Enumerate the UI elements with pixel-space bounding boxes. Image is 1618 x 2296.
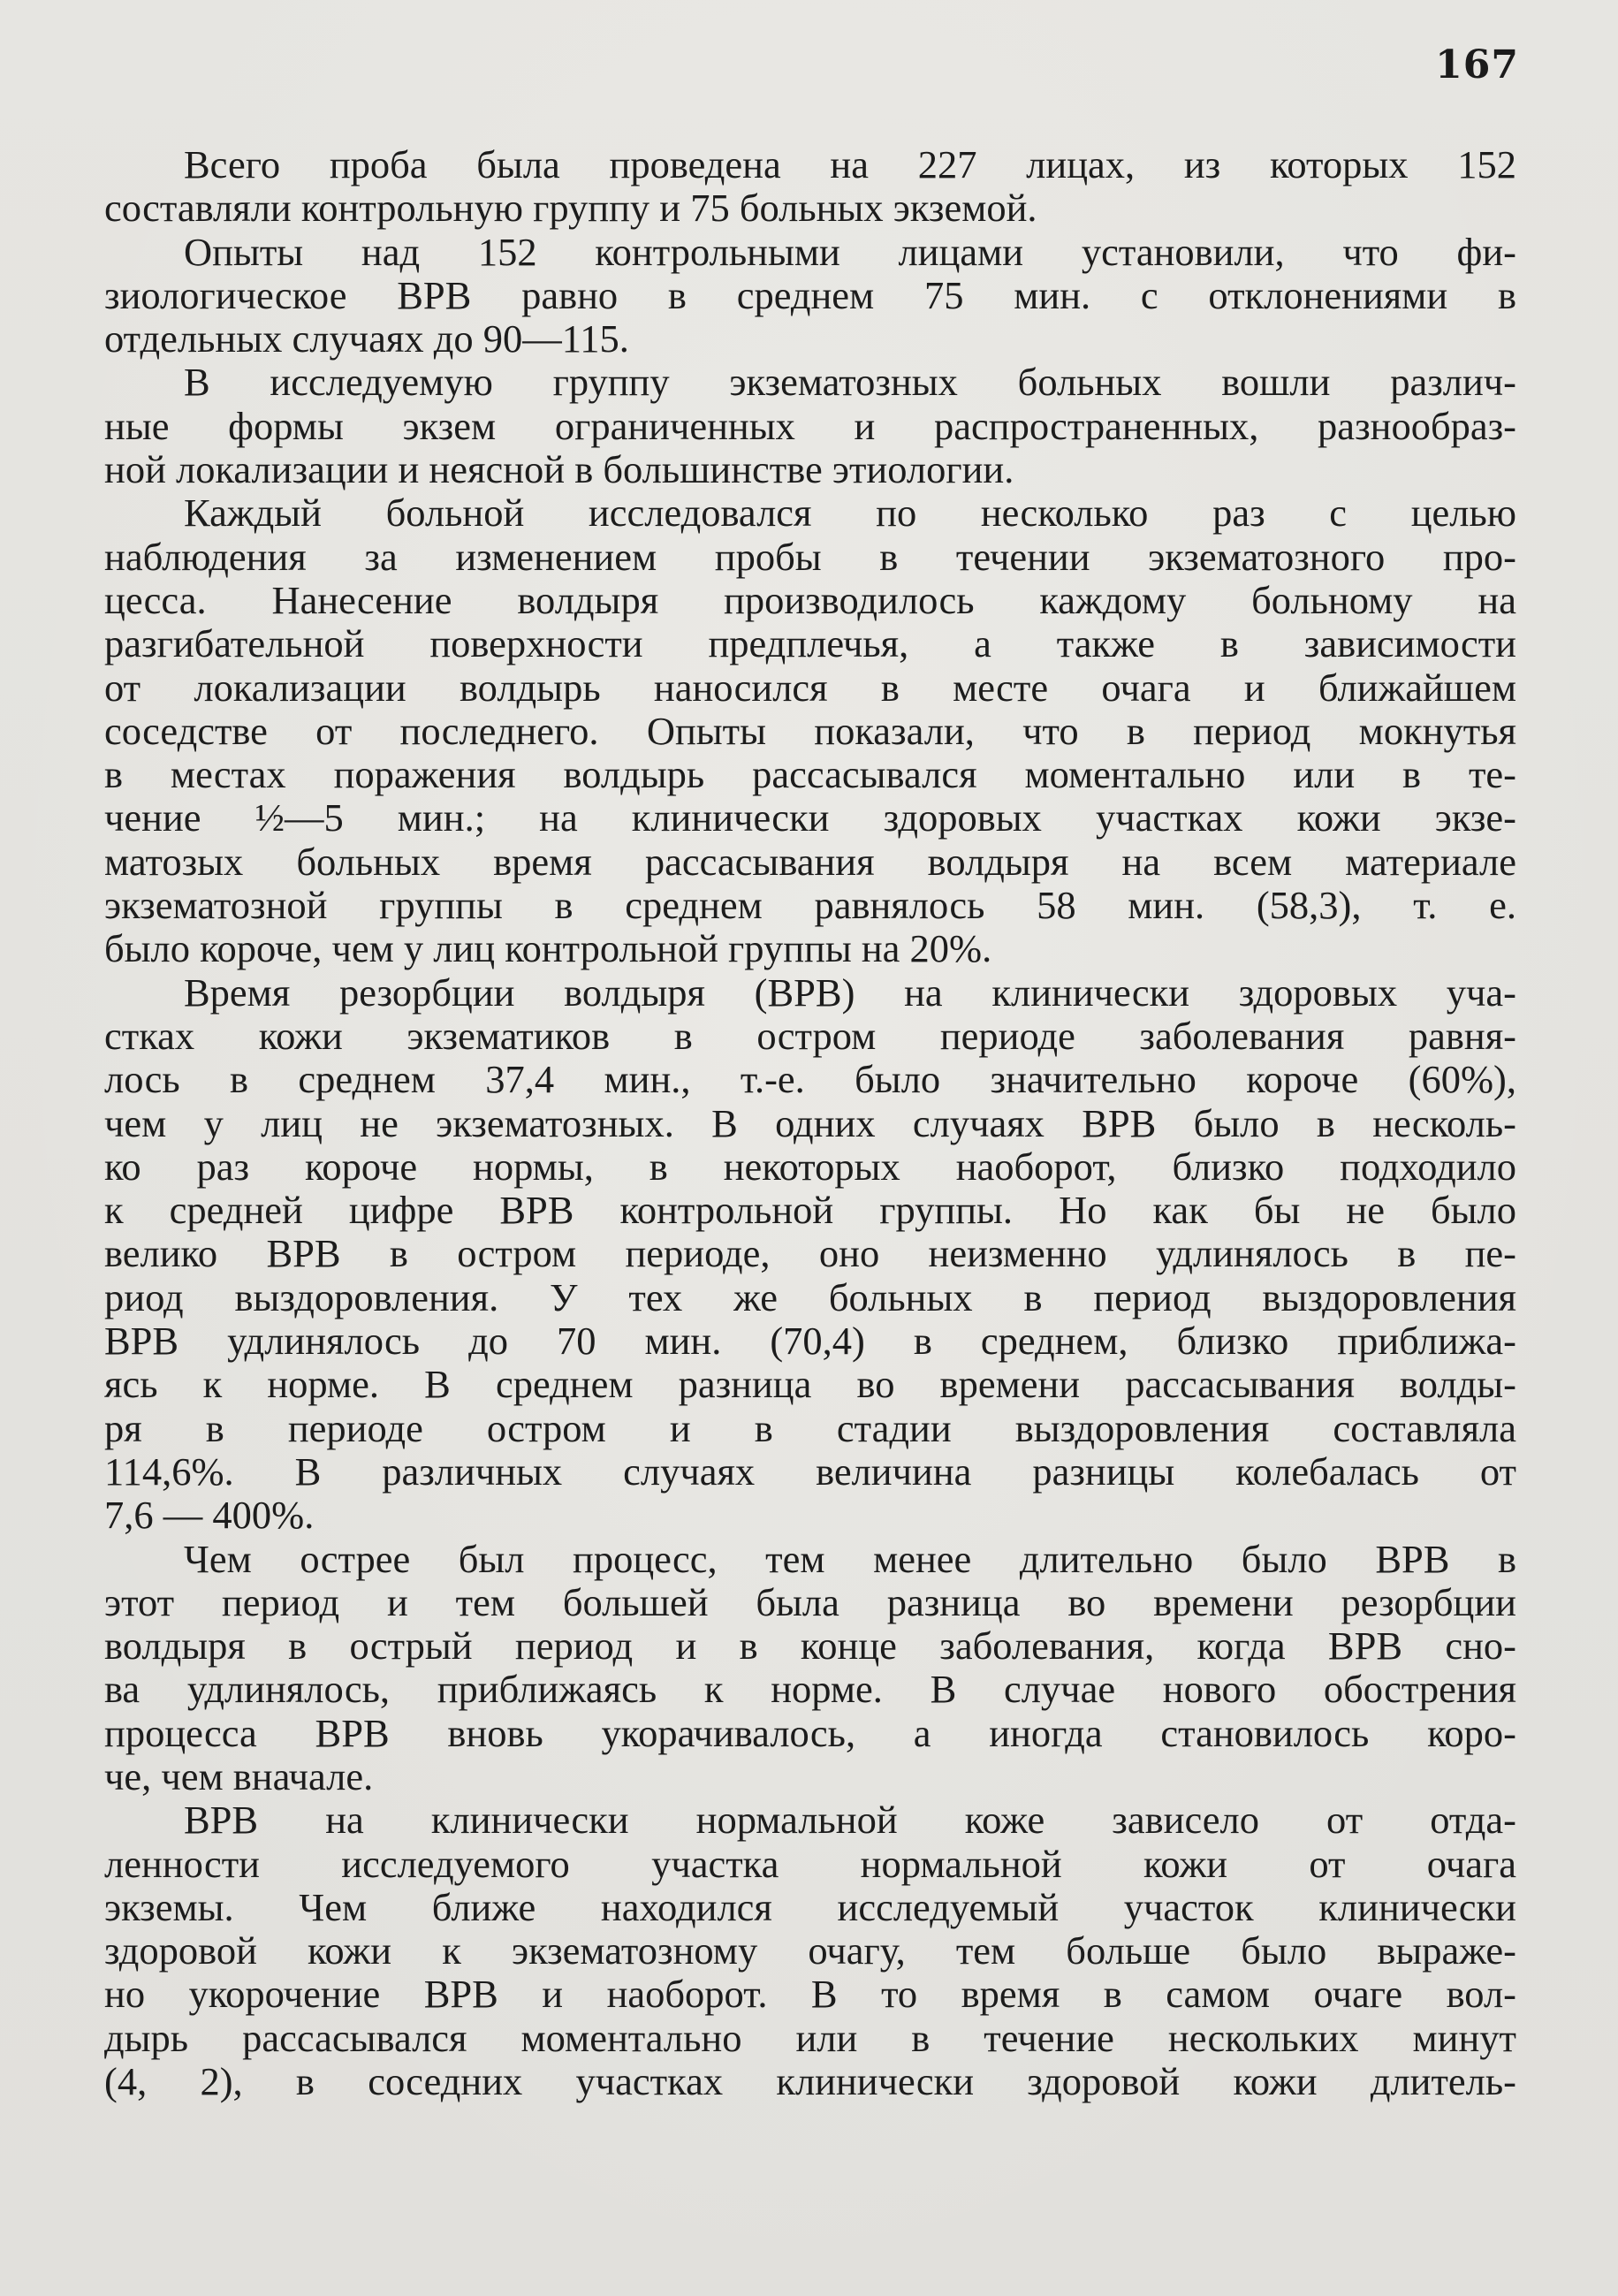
text-line: экземы. Чем ближе находился исследуемый участок клинически [104,1884,1516,1929]
text-line: риод выздоровления. У тех же больных в период выздоровления [104,1274,1516,1319]
text-line: 114,6%. В различных случаях величина разницы колебалась от [104,1448,1516,1494]
text-line: Опыты над 152 контрольными лицами установили, что фи- [184,229,1516,274]
paragraph-4 [104,491,1516,970]
text-line: стках кожи экзематиков в остром периоде заболевания равня- [104,1013,1516,1058]
text-line: зиологическое ВРВ равно в среднем 75 мин. с отклонениями в [104,272,1516,317]
text-line: чение ½—5 мин.; на клинически здоровых участках кожи экзе- [104,795,1516,840]
text-line: ясь к норме. В среднем разница во времени рассасывания волды- [104,1362,1516,1407]
text-line: ВРВ удлинялось до 70 мин. (70,4) в среднем, близко приближа- [104,1319,1516,1364]
text-line: Чем острее был процесс, тем менее длительно было ВРВ в [184,1536,1516,1581]
text-line: ря в периоде остром и в стадии выздоровления составляла [104,1405,1516,1450]
text-line: ленности исследуемого участка нормальной кожи от очага [104,1841,1516,1886]
text-line: матозых больных время рассасывания волдыря на всем материале [104,839,1516,884]
text-line: в местах поражения волдырь рассасывался моментально или в те- [104,752,1516,797]
text-line: 7,6 — 400%. [104,1493,315,1538]
paragraph-6 [104,1538,1516,1799]
text-line: было короче, чем у лиц контрольной группы на 20%. [104,926,992,971]
text-line: от локализации волдырь наносился в месте очага и ближайшем [104,665,1516,710]
text-line: процесса ВРВ вновь укорачивалось, а иногда становилось коро- [104,1710,1516,1755]
text-line: ной локализации и неясной в большинстве этиологии. [104,447,1014,492]
text-line: соседстве от последнего. Опыты показали, что в период мокнутья [104,708,1516,753]
text-line: ные формы экзем ограниченных и распространенных, разнообраз- [104,403,1516,448]
text-line: Время резорбции волдыря (ВРВ) на клинически здоровых уча- [184,969,1516,1015]
text-line: ВРВ на клинически нормальной коже зависело от отда- [184,1798,1516,1843]
paragraph-2 [104,231,1516,361]
text-line: ко раз короче нормы, в некоторых наоборот, близко подходило [104,1144,1516,1189]
paragraph-1 [104,143,1516,231]
text-line: лось в среднем 37,4 мин., т.-е. было значительно короче (60%), [104,1057,1516,1102]
text-line: волдыря в острый период и в конце заболевания, когда ВРВ сно- [104,1623,1516,1669]
text-line: здоровой кожи к экзематозному очагу, тем больше было выраже- [104,1928,1516,1973]
text-line: этот период и тем большей была разница во времени резорбции [104,1579,1516,1624]
text-line: Всего проба была проведена на 227 лицах, из которых 152 [184,142,1516,186]
text-line: ва удлинялось, приближаясь к норме. В случае нового обострения [104,1667,1516,1712]
text-line: В исследуемую группу экзематозных больных вошли различ- [184,360,1516,405]
text-body [104,143,1516,2103]
text-line: (4, 2), в соседних участках клинически здоровой кожи длитель- [104,2059,1516,2104]
paragraph-3 [104,361,1516,491]
text-line: экзематозной группы в среднем равнялось 58 мин. (58,3), т. е. [104,883,1516,928]
text-line: наблюдения за изменением пробы в течении экзематозного про- [104,534,1516,579]
paragraph-7 [104,1798,1516,2103]
paragraph-5 [104,971,1516,1538]
text-line: но укорочение ВРВ и наоборот. В то время в самом очаге вол- [104,1972,1516,2017]
text-line: разгибательной поверхности предплечья, а также в зависимости [104,621,1516,666]
text-line: дырь рассасывался моментально или в течение нескольких минут [104,2015,1516,2060]
text-line: к средней цифре ВРВ контрольной группы. Но как бы не было [104,1188,1516,1233]
page-number: 167 [1435,42,1519,87]
text-line: че, чем вначале. [104,1753,374,1798]
text-line: чем у лиц не экзематозных. В одних случаях ВРВ было в несколь- [104,1100,1516,1145]
text-line: цесса. Нанесение волдыря производилось каждому больному на [104,577,1516,622]
text-line: отдельных случаях до 90—115. [104,316,629,361]
text-line: составляли контрольную группу и 75 больных экземой. [104,186,1037,231]
text-line: Каждый больной исследовался по несколько раз с целью [184,490,1516,536]
text-line: велико ВРВ в остром периоде, оно неизменно удлинялось в пе- [104,1231,1516,1276]
